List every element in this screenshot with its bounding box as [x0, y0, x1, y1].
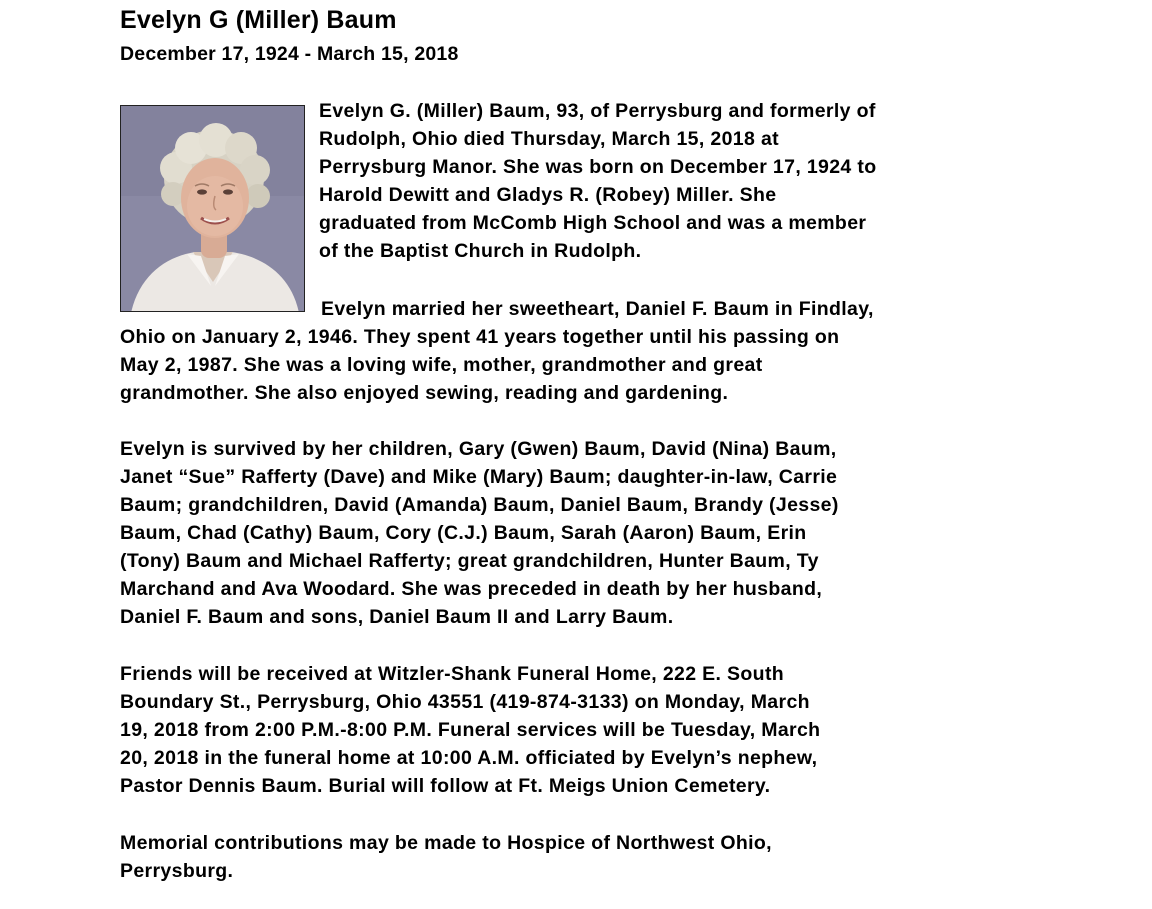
paragraph-memorials	[120, 829, 772, 885]
text-line: Perrysburg Manor. She was born on December 17, 1924 to	[319, 156, 877, 178]
text-line: Baum; grandchildren, David (Amanda) Baum, Daniel Baum, Brandy (Jesse)	[120, 494, 839, 516]
text-line: of the Baptist Church in Rudolph.	[319, 240, 642, 262]
text-line: Rudolph, Ohio died Thursday, March 15, 2018 at	[319, 128, 779, 150]
text-line: Baum, Chad (Cathy) Baum, Cory (C.J.) Baum, Sarah (Aaron) Baum, Erin	[120, 522, 807, 544]
portrait-photo	[120, 105, 305, 312]
text-line: (Tony) Baum and Michael Rafferty; great grandchildren, Hunter Baum, Ty	[120, 550, 819, 572]
text-line: Evelyn G. (Miller) Baum, 93, of Perrysburg and formerly of	[319, 100, 876, 122]
text-line: Harold Dewitt and Gladys R. (Robey) Miller. She	[319, 184, 777, 206]
obituary-name: Evelyn G (Miller) Baum	[120, 6, 397, 34]
text-line: Memorial contributions may be made to Hospice of Northwest Ohio,	[120, 832, 772, 854]
text-line: Daniel F. Baum and sons, Daniel Baum II and Larry Baum.	[120, 606, 674, 628]
text-line: Evelyn is survived by her children, Gary (Gwen) Baum, David (Nina) Baum,	[120, 438, 837, 460]
paragraph-marriage	[120, 295, 874, 407]
text-line: Perrysburg.	[120, 860, 234, 882]
text-line: grandmother. She also enjoyed sewing, reading and gardening.	[120, 382, 729, 404]
text-line: Boundary St., Perrysburg, Ohio 43551 (419-874-3133) on Monday, March	[120, 691, 810, 713]
text-line: 20, 2018 in the funeral home at 10:00 A.M. officiated by Evelyn’s nephew,	[120, 747, 818, 769]
text-line: graduated from McComb High School and was a member	[319, 212, 867, 234]
obituary-dates: December 17, 1924 - March 15, 2018	[120, 43, 459, 65]
text-line: Evelyn married her sweetheart, Daniel F. Baum in Findlay,	[321, 298, 874, 320]
text-line: May 2, 1987. She was a loving wife, mother, grandmother and great	[120, 354, 763, 376]
text-line: Marchand and Ava Woodard. She was preceded in death by her husband,	[120, 578, 823, 600]
text-line: Ohio on January 2, 1946. They spent 41 years together until his passing on	[120, 326, 840, 348]
text-line: Janet “Sue” Rafferty (Dave) and Mike (Mary) Baum; daughter-in-law, Carrie	[120, 466, 838, 488]
paragraph-services	[120, 660, 820, 800]
text-line: Pastor Dennis Baum. Burial will follow at Ft. Meigs Union Cemetery.	[120, 775, 771, 797]
text-line: 19, 2018 from 2:00 P.M.-8:00 P.M. Funeral services will be Tuesday, March	[120, 719, 821, 741]
paragraph-biography	[319, 97, 877, 265]
text-line: Friends will be received at Witzler-Shank Funeral Home, 222 E. South	[120, 663, 785, 685]
paragraph-survivors	[120, 435, 839, 631]
